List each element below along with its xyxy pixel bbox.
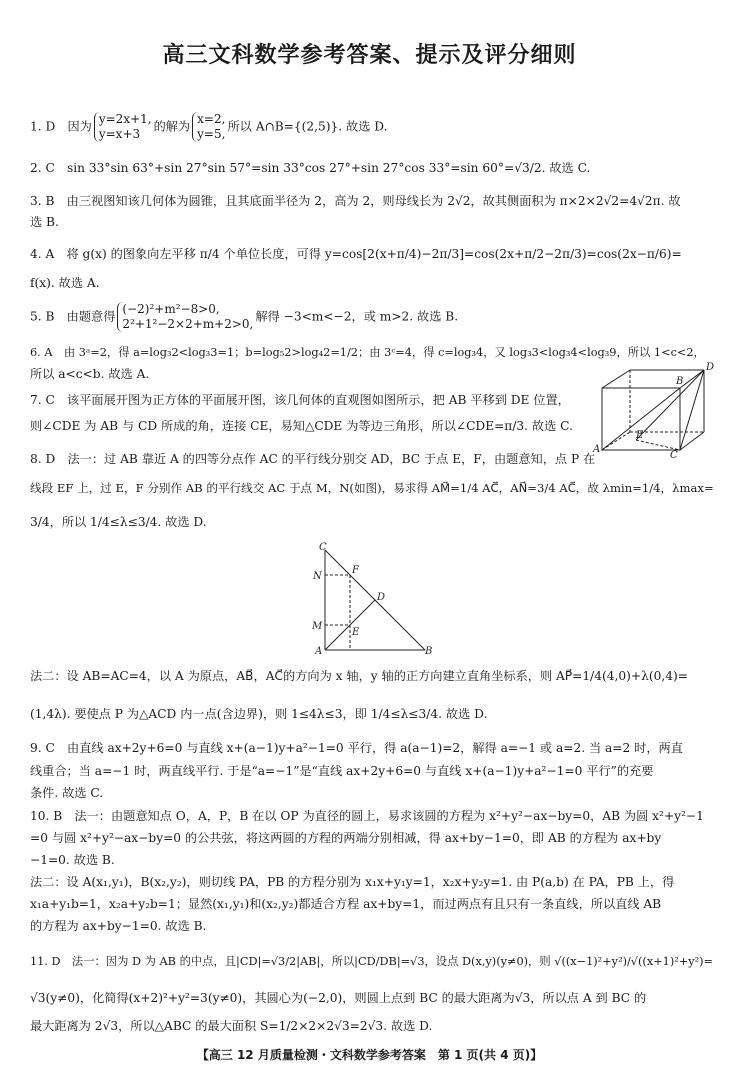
page-title: 高三文科数学参考答案、提示及评分细则 (162, 43, 577, 68)
answer-10-line-1: 10. B 法一：由题意知点 O，A，P，B 在以 OP 为直径的圆上，易求该圆的方程为 x²+y²−ax−by=0，AB 为圆 x²+y²−1 (30, 809, 704, 823)
answer-6-line-1: 6. A 由 3ᵃ=2，得 a=log₃2<log₃3=1；b=log₅2>log₄2=1/2；由 3ᶜ=4，得 c=log₃4，又 log₃3<log₃4<log₃9，所以 1<c<2， (30, 346, 705, 359)
page-footer: 【高三 12 月质量检测・文科数学参考答案 第 1 页(共 4 页)】 (196, 1048, 543, 1062)
label-D: D (706, 362, 715, 373)
label-A: A (593, 444, 601, 455)
answer-7-line-1: 7. C 该平面展开图为正方体的平面展开图，该几何体的直观图如图所示，把 AB 平移到 DE 位置， (30, 393, 570, 407)
system-row: x=2, (197, 112, 226, 126)
answer-10-line-6: 的方程为 ax+by−1=0. 故选 B. (30, 919, 207, 933)
answer-6-line-2: 所以 a<c<b. 故选 A. (30, 367, 150, 381)
answer-3-line-2: 选 B. (30, 215, 59, 229)
answer-2: 2. C sin 33°sin 63°+sin 27°sin 57°=sin 33°cos 27°+sin 27°cos 33°=sin 60°=√3/2. 故选 C. (30, 161, 591, 175)
system-row: y=x+3 (98, 127, 141, 141)
answer-8-line-3: 3/4，所以 1/4≤λ≤3/4. 故选 D. (30, 515, 207, 529)
answer-4-line-2: f(x). 故选 A. (30, 276, 100, 290)
equation-system-2 (192, 112, 225, 142)
answer-5 (30, 302, 458, 332)
system-row: y=5, (197, 127, 226, 141)
answer-11-line-2: √3(y≠0)，化简得(x+2)²+y²=3(y≠0)，其圆心为(−2,0)，则圆上点到 BC 的最大距离为√3，所以点 A 到 BC 的 (30, 991, 647, 1005)
system-row: y=2x+1, (98, 112, 152, 126)
answer-1-lead: 1. D 因为 (30, 119, 92, 134)
answer-9-line-1: 9. C 由直线 ax+2y+6=0 与直线 x+(a−1)y+a²−1=0 平行，得 a(a−1)=2，解得 a=−1 或 a=2. 当 a=2 时，两直 (30, 741, 683, 755)
cube-edge (680, 370, 704, 388)
label-C: C (670, 450, 678, 460)
answer-10-line-2: =0 与圆 x²+y²−ax−by=0 的公共弦，将这两圆的方程的两端分别相减，得 ax+by−1=0，即 AB 的方程为 ax+by (30, 831, 662, 845)
answer-10-line-5: x₁a+y₁b=1，x₂a+y₂b=1；显然(x₁,y₁)和(x₂,y₂)都适合方程 ax+by=1，而过两点有且只有一条直线，所以直线 AB (30, 897, 662, 911)
answer-3-line-1: 3. B 由三视图知该几何体为圆锥，且其底面半径为 2，高为 2，则母线长为 2√2，故其侧面积为 π×2×2√2=4√2π. 故 (30, 194, 681, 208)
label-B: B (676, 376, 684, 387)
answer-1 (30, 112, 388, 142)
answer-5-lead: 5. B 由题意得 (30, 309, 116, 324)
answer-4-line-1: 4. A 将 g(x) 的图象向左平移 π/4 个单位长度，可得 y=cos[2(x+π/4)−2π/3]=cos(2x+π/2−2π/3)=cos(2x−π/6)= (30, 247, 682, 261)
answer-9-line-3: 条件. 故选 C. (30, 786, 104, 800)
system-row: (−2)²+m²−8>0, (122, 302, 220, 316)
label-A: A (315, 646, 323, 657)
system-row: 2²+1²−2×2+m+2>0, (122, 317, 254, 331)
answer-11-line-1: 11. D 法一：因为 D 为 AB 的中点，且|CD|=√3/2|AB|，所以|CD/DB|=√3，设点 D(x,y)(y≠0)，则 √((x−1)²+y²)/√((x+1)²+y²)= (30, 955, 714, 968)
inequality-system (117, 302, 253, 332)
answer-8-line-1: 8. D 法一：过 AB 靠近 A 的四等分点作 AC 的平行线分别交 AD，BC 于点 E，F，由题意知，点 P 在 (30, 452, 596, 466)
label-E: E (636, 430, 644, 441)
cube-edge (680, 432, 704, 450)
answer-1-mid: 的解为 (153, 119, 191, 134)
label-E: E (352, 627, 360, 638)
answer-8-line-2: 线段 EF 上，过 E，F 分别作 AB 的平行线交 AC 于点 M，N(如图)，易求得 AM⃗=1/4 AC⃗，AN⃗=3/4 AC⃗，故 λmin=1/4，λmax= (30, 481, 714, 495)
answer-10-line-4: 法二：设 A(x₁,y₁)，B(x₂,y₂)，则切线 PA，PB 的方程分别为 x₁x+y₁y=1，x₂x+y₂y=1. 由 P(a,b) 在 PA，PB 上，得 (30, 875, 675, 889)
answer-5-tail: 解得 −3<m<−2，或 m>2. 故选 B. (255, 309, 459, 324)
label-N: N (313, 571, 322, 582)
label-D: D (377, 592, 386, 603)
answer-8-method-2-line-2: (1,4λ). 要使点 P 为△ACD 内一点(含边界)，则 1≤4λ≤3，即 1/4≤λ≤3/4. 故选 D. (30, 707, 488, 721)
cube-edge (602, 370, 630, 388)
label-C: C (319, 542, 327, 553)
answer-9-line-2: 线重合；当 a=−1 时，两直线平行. 于是“a=−1”是“直线 ax+2y+6=0 与直线 x+(a−1)y+a²−1=0 平行”的充要 (30, 764, 654, 778)
cube-figure (590, 360, 715, 460)
answer-1-tail: 所以 A∩B={(2,5)}. 故选 D. (227, 119, 388, 134)
label-F: F (352, 565, 359, 576)
triangle-figure (305, 542, 435, 657)
equation-system-1 (94, 112, 152, 142)
answer-8-method-2-line-1: 法二：设 AB=AC=4，以 A 为原点，AB⃗，AC⃗的方向为 x 轴，y 轴的正方向建立直角坐标系，则 AP⃗=1/4(4,0)+λ(0,4)= (30, 669, 688, 683)
label-M: M (312, 621, 323, 632)
answer-11-line-3: 最大距离为 2√3，所以△ABC 的最大面积 S=1/2×2×2√3=2√3. 故选 D. (30, 1019, 433, 1033)
answer-10-line-3: −1=0. 故选 B. (30, 853, 115, 867)
answer-7-line-2: 则∠CDE 为 AB 与 CD 所成的角，连接 CE，易知△CDE 为等边三角形，所以∠CDE=π/3. 故选 C. (30, 419, 573, 433)
label-B: B (425, 646, 433, 657)
segment-EC (636, 440, 680, 450)
